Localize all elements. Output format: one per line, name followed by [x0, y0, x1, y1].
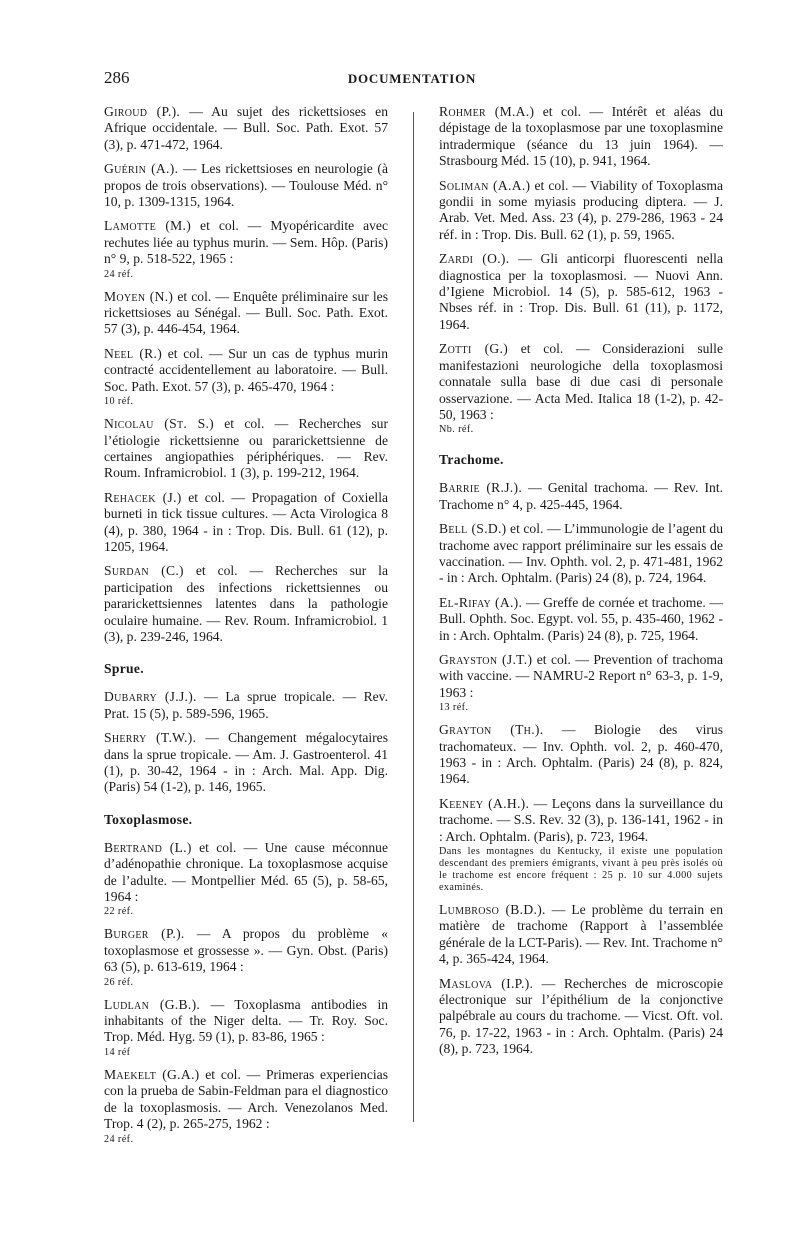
entry-author: Ludlan (G.B.). — [104, 996, 201, 1012]
entry-author: Grayton (Th.). — [439, 722, 544, 738]
entry-text: et col. — Sur un cas de typhus murin contracté accidentellement au laboratoire. — Bull. Soc. Path. Exot. 57 (3), p. 465-470, 1964 : — [104, 345, 388, 394]
entry-note: 24 réf. — [104, 268, 134, 280]
entry-text: et col. — Propagation of Coxiella burneti in tick tissue cultures. — Acta Virologica 8 (4), p. 380, 1964 - in : Trop. Dis. Bull. 61 (12), p. 1205, 1964. — [104, 489, 389, 554]
entry-text: — Biologie des virus trachomateux. — Inv. Ophth. vol. 2, p. 460-470, 1963 - in : Arch. Ophtalm. (Paris) 24 (8), p. 824, 1964. — [439, 722, 723, 787]
entry-author: Moyen (N.) — [104, 288, 174, 304]
entry-note: 26 réf. — [104, 976, 134, 988]
entry-author: Maslova (I.P.). — [439, 975, 534, 991]
entry-text: — A propos du problème « toxoplasmose et grossesse ». — Gyn. Obst. (Paris) 63 (5), p. 613-619, 1964 : — [104, 926, 388, 975]
entry-text: — Les rickettsioses en neurologie (à propos de trois observations). — Toulouse Méd. n° 10, p. 1309-1315, 1964. — [104, 161, 388, 210]
entry-author: Maekelt (G.A.) — [104, 1066, 200, 1082]
bibliography-entry — [104, 689, 388, 722]
entry-text: — Changement mégalocytaires dans la sprue tropicale. — Am. J. Gastroenterol. 41 (1), p. 30-42, 1964 - in : Arch. Mal. App. Dig. (Paris) 54 (1-2), p. 146, 1965. — [104, 730, 389, 795]
entry-text: — Toxoplasma antibodies in inhabitants of the Niger delta. — Tr. Roy. Soc. Trop. Méd. Hyg. 59 (1), p. 83-86, 1965 : — [104, 996, 389, 1045]
entry-text: et col. — Prevention of trachoma with vaccine. — NAMRU-2 Report n° 63-3, p. 1-9, 1963 : — [439, 651, 723, 700]
entry-text: et col. — Viability of Toxoplasma gondii in some myiasis producing diptera. — J. Arab. Vet. Med. Ass. 23 (4), p. 279-286, 1963 - 24 réf. in : Trop. Dis. Bull. 62 (1), p. 59, 1965. — [439, 177, 723, 242]
entry-text: — Recherches de microscopie électronique sur l’épithélium de la conjonctive palpébrale au cours du trachome. — Vicst. Oft. vol. 76, p. 17-22, 1963 - in : Arch. Ophtalm. (Paris) 24 (8), p. 723, 1964. — [439, 975, 723, 1057]
bibliography-entry — [439, 652, 723, 714]
column-divider — [413, 112, 414, 1122]
entry-text: et col. — Une cause méconnue d’adénopathie chronique. La toxoplasmose acquise de l’adulte. — Montpellier Méd. 65 (5), p. 58-65, 1964 : — [104, 839, 389, 905]
entry-author: Bertrand (L.) — [104, 839, 192, 855]
rickettsioses-entries — [104, 104, 388, 645]
entry-text: et col. — Considerazioni sulle manifestazioni neurologiche della toxoplasmosi connatale sulla base di due casi di personale osservazione. — Acta Med. Italica 18 (1-2), p. 42-50, 1963 : — [439, 341, 723, 422]
entry-note: 22 réf. — [104, 906, 134, 918]
entry-author: Dubarry (J.J.). — [104, 689, 197, 705]
entry-text: — Au sujet des rickettsioses en Afrique occidentale. — Bull. Soc. Path. Exot. 57 (3), p. 471-472, 1964. — [104, 104, 388, 152]
section-heading-trachome: Trachome. — [439, 452, 504, 468]
entry-text: et col. — Recherches sur la participation des infections rickettsiennes ou pararickettsiennes latentes dans la pathologie oculaire humaine. — Rev. Roum. Inframicrobiol. 1 (3), p. 239-246, 1964. — [104, 563, 388, 644]
entry-note: 14 réf — [104, 1046, 131, 1058]
entry-author: Giroud (P.). — [104, 104, 181, 119]
bibliography-entry — [439, 595, 723, 644]
trachome-entries — [439, 480, 723, 1057]
entry-author: Neel (R.) — [104, 345, 163, 361]
left-column — [104, 104, 388, 1154]
bibliography-entry — [439, 251, 723, 333]
entry-author: Burger (P.). — [104, 926, 185, 942]
entry-text: — Gli anticorpi fluorescenti nella diagnostica per la toxoplasmosi. — Nuovi Ann. d’Igiene Microbiol. 14 (5), p. 585-612, 1963 - Nbses réf. in : Trop. Dis. Bull. 61 (11), p. 1172, 1964. — [439, 251, 723, 332]
entry-text: et col. — Myopéricardite avec rechutes liée au typhus murin. — Sem. Hôp. (Paris) n° 9, p. 518-522, 1965 : — [104, 218, 388, 267]
bibliography-entry — [104, 161, 388, 210]
toxoplasmose-continued-entries — [439, 104, 723, 436]
entry-text: et col. — Primeras experiencias con la prueba de Sabin-Feldman para el diagnostico de la toxoplasmosis. — Arch. Venezolanos Med. Trop. 4 (2), p. 265-275, 1962 : — [104, 1066, 388, 1132]
bibliography-entry — [439, 902, 723, 968]
entry-text: — Le problème du terrain en matière de trachome (Rapport à l’assemblée générale de la LCT-Paris). — Rev. Int. Trachome n° 4, p. 365-424, 1964. — [439, 902, 723, 967]
bibliography-entry — [104, 289, 388, 338]
bibliography-entry — [104, 563, 388, 645]
bibliography-entry — [104, 218, 388, 280]
entry-author: Sherry (T.W.). — [104, 730, 197, 746]
bibliography-entry — [104, 997, 388, 1059]
entry-author: Barrie (R.J.). — [439, 480, 523, 496]
bibliography-entry — [439, 521, 723, 587]
right-column — [439, 104, 723, 1066]
entry-author: Surdan (C.) — [104, 563, 184, 579]
entry-text: — La sprue tropicale. — Rev. Prat. 15 (5), p. 589-596, 1965. — [104, 689, 388, 721]
sprue-entries — [104, 689, 388, 795]
bibliography-entry — [439, 976, 723, 1058]
bibliography-entry — [104, 346, 388, 408]
entry-note: 13 réf. — [439, 702, 469, 714]
bibliography-entry — [104, 926, 388, 988]
bibliography-entry — [439, 104, 723, 170]
section-heading-sprue: Sprue. — [104, 661, 144, 677]
bibliography-entry — [104, 416, 388, 482]
entry-text: et col. — Recherches sur l’étiologie rickettsienne ou pararickettsienne de certaines angiopathies périphériques. — Rev. Roum. Inframicrobiol. 1 (3), p. 199-212, 1964. — [104, 416, 388, 481]
bibliography-entry — [104, 730, 388, 796]
entry-text: et col. — Intérêt et aléas du dépistage de la toxoplasmose par une toxoplasmine intradermique (séance du 13 juin 1964). — Strasbourg Méd. 15 (10), p. 941, 1964. — [439, 104, 724, 169]
page-number: 286 — [104, 68, 130, 87]
entry-text: — Genital trachoma. — Rev. Int. Trachome n° 4, p. 425-445, 1964. — [439, 480, 723, 512]
page-header — [104, 68, 720, 90]
entry-author: Rohmer (M.A.) — [439, 104, 535, 119]
bibliography-entry — [439, 178, 723, 244]
entry-author: Soliman (A.A.) — [439, 177, 531, 193]
entry-author: Guérin (A.). — [104, 161, 179, 177]
section-heading-toxoplasmose: Toxoplasmose. — [104, 811, 193, 827]
entry-author: Nicolau (St. S.) — [104, 416, 214, 432]
bibliography-entry — [104, 840, 388, 919]
entry-author: Rehacek (J.) — [104, 489, 182, 505]
entry-author: El-Rifay (A.). — [439, 594, 523, 610]
bibliography-entry — [439, 480, 723, 513]
bibliography-entry — [439, 341, 723, 436]
entry-text: — Greffe de cornée et trachome. — Bull. Ophth. Soc. Egypt. vol. 55, p. 435-460, 1962 - in : Arch. Ophtalm. (Paris) 24 (8), p. 725, 1964. — [439, 594, 723, 643]
running-head: DOCUMENTATION — [347, 71, 477, 86]
entry-author: Keeney (A.H.). — [439, 795, 530, 811]
entry-author: Lamotte (M.) — [104, 218, 192, 234]
entry-text: et col. — L’immunologie de l’agent du trachome avec rapport préliminaire sur les essais de vaccination. — Inv. Ophth. vol. 2, p. 471-481, 1962 - in : Arch. Ophtalm. (Paris) 24 (8), p. 724, 1964. — [439, 521, 723, 586]
entry-author: Lumbroso (B.D.). — [439, 902, 546, 918]
entry-note: Nb. réf. — [439, 424, 474, 436]
bibliography-entry — [104, 490, 388, 556]
entry-note: 10 réf. — [104, 396, 134, 408]
entry-text: et col. — Enquête préliminaire sur les rickettsioses au Sénégal. — Bull. Soc. Path. Exot. 57 (3), p. 446-454, 1964. — [104, 288, 388, 337]
entry-author: Zardi (O.). — [439, 251, 510, 267]
entry-author: Grayston (J.T.) — [439, 651, 533, 667]
entry-author: Bell (S.D.) — [439, 521, 507, 537]
bibliography-entry — [104, 104, 388, 153]
bibliography-entry — [439, 722, 723, 788]
bibliography-entry — [104, 1067, 388, 1146]
bibliography-entry — [439, 796, 723, 894]
entry-text: — Leçons dans la surveillance du trachome. — S.S. Rev. 32 (3), p. 136-141, 1962 - in : Arch. Ophtalm. (Paris), p. 723, 1964. — [439, 795, 723, 844]
entry-author: Zotti (G.) — [439, 341, 509, 357]
toxoplasmose-entries — [104, 840, 388, 1146]
entry-note: Dans les montagnes du Kentucky, il existe une population descendant des premiers émigrants, vivant à peu près isolés où le trachome est encore fréquent : 25 p. 10 sur 4.000 sujets examinés. — [439, 846, 723, 894]
entry-note: 24 réf. — [104, 1133, 134, 1145]
